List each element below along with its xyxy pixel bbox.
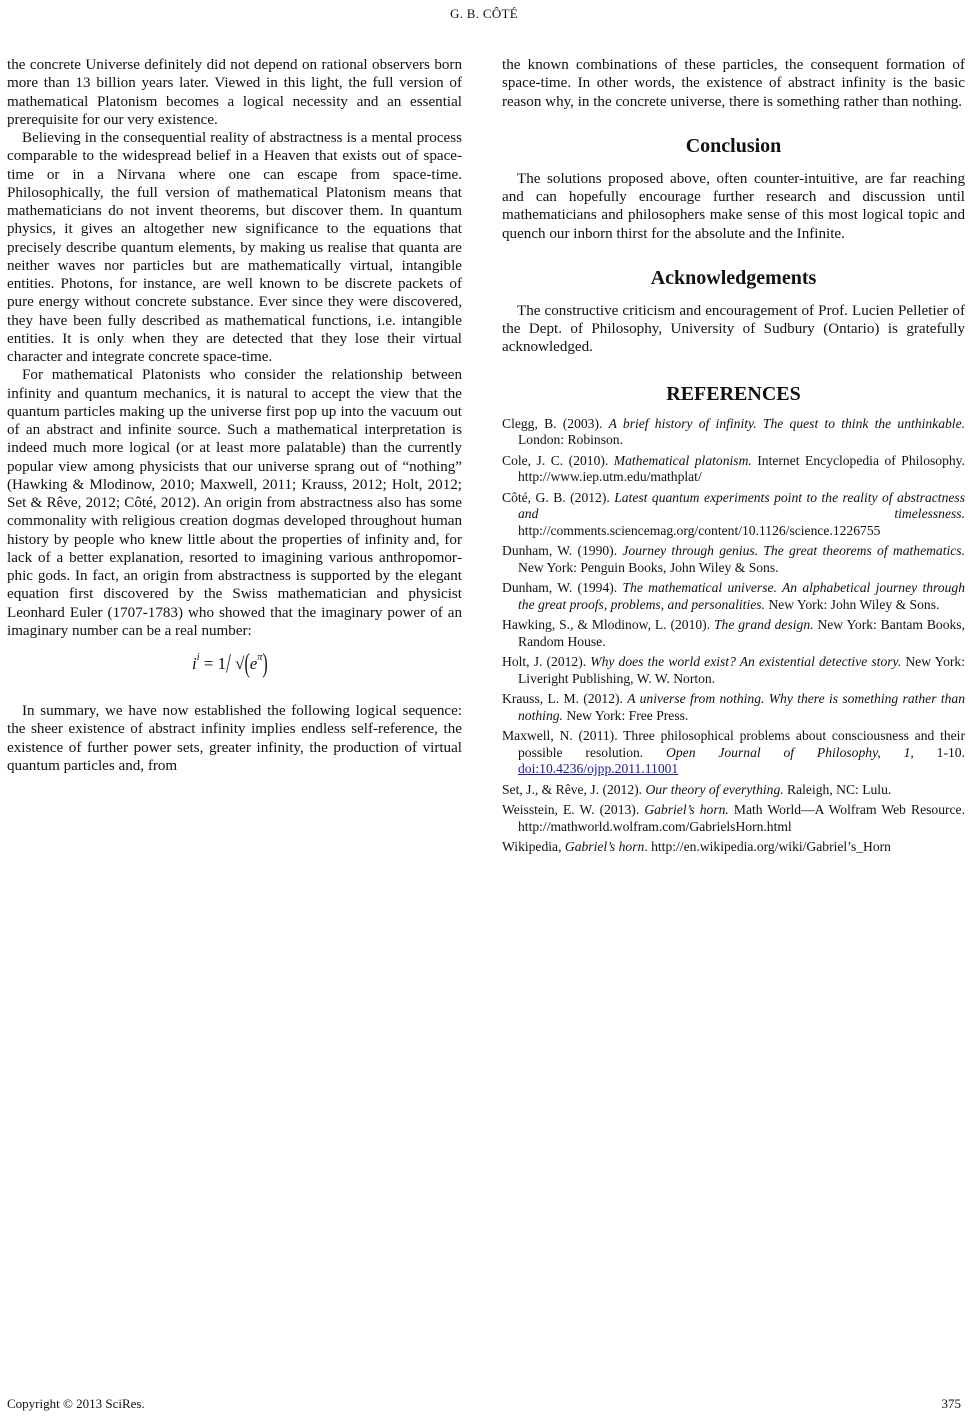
reference-authors: Dunham, W. (1994).	[502, 580, 623, 595]
reference-details: London: Robinson.	[518, 432, 623, 447]
reference-title: Why does the world exist? An existential detective story.	[590, 654, 902, 669]
reference-list	[502, 416, 965, 856]
reference-title: The mathematical universe. An alphabetical journey through the great proofs, problems, and personalities.	[518, 580, 965, 612]
eq-exponent-pi: π	[257, 652, 263, 663]
reference-authors: Cole, J. C. (2010).	[502, 452, 614, 468]
reference-authors: Côté, G. B. (2012).	[502, 489, 615, 505]
reference-authors: Set, J., & Rêve, J. (2012).	[502, 781, 646, 797]
reference-authors: Wikipedia,	[502, 839, 565, 854]
reference-title: Open Journal of Philosophy, 1,	[666, 744, 914, 760]
reference-item	[502, 416, 965, 449]
reference-title: A brief history of infinity. The quest to think the unthinkable.	[608, 415, 966, 431]
reference-item	[502, 580, 965, 613]
reference-title: Gabriel’s horn	[564, 839, 645, 854]
copyright-notice: Copyright © 2013 SciRes.	[7, 1396, 145, 1411]
eq-one: 1	[217, 654, 227, 673]
reference-details: Math World—A Wolfram Web Resource. http://mathworld.wolfram.com/GabrielsHorn.html	[518, 802, 965, 834]
paragraph: Believing in the consequential reality of abstractness is a mental process comparable to the widespread belief in a Heaven that exists out of space-time or in a Nirvana where one can escape from space-time. Philosophically, the full version of mathematical Platonism means that mathematicians do not invent theorems, but discover them. In quantum physics, it gives an altogether new significance to the equations that precisely describe quantum elements, by making us realise that quanta are neither waves nor particles but are mathematically virtual, intangible entities. Photons, for instance, are well known to be discrete packets of pure energy without concrete substance. Ever since they were discovered, they have been fully described as mathematical functions, i.e. intangible entities. It is only when they are detected that they lose their virtual character and integrate concrete space-time.	[7, 130, 462, 365]
reference-item	[502, 490, 965, 540]
reference-item	[502, 543, 965, 576]
eq-e: e	[249, 654, 258, 673]
reference-item	[502, 453, 965, 486]
eq-left-paren: (	[244, 649, 250, 679]
reference-title: The grand design.	[713, 617, 814, 632]
reference-item	[502, 839, 965, 856]
acknowledgements-heading: Acknowledgements	[650, 266, 817, 289]
reference-title: Mathematical platonism.	[613, 452, 752, 468]
reference-details: http://comments.sciencemag.org/content/10.1126/science.1226755	[518, 522, 881, 538]
left-column	[7, 56, 462, 775]
reference-item	[502, 654, 965, 687]
reference-authors: Holt, J. (2012).	[502, 654, 591, 669]
reference-details: 1-10.	[913, 744, 965, 760]
right-column	[502, 56, 965, 860]
eq-base: i	[192, 654, 197, 673]
paragraph: the known combinations of these particles, the consequent formation of space-time. In other words, the existence of abstract infinity is the basic reason why, in the concrete universe, there is something rather than nothing.	[502, 57, 965, 110]
reference-details: Internet Encyclopedia of Philosophy. http://www.iep.utm.edu/mathplat/	[518, 452, 965, 484]
eq-exponent-i: i	[196, 652, 200, 663]
paragraph: In summary, we have now established the following logical sequence: the sheer existence of abstract infinity implies endless self-reference, the existence of further power sets, greater infinity, the production of virtual quantum particles and, from	[7, 703, 462, 774]
reference-item	[502, 728, 965, 778]
conclusion-text: The solutions proposed above, often counter-intuitive, are far reaching and can hopefully encourage further research and discussion until mathematicians and philosophers make sense of this most logical topic and quench our inborn thirst for the absolute and the Infinite.	[502, 170, 965, 242]
running-head: G. B. CÔTÉ	[450, 6, 518, 21]
reference-title: Our theory of everything.	[645, 781, 784, 797]
reference-details: Raleigh, NC: Lulu.	[783, 781, 892, 797]
reference-details: New York: Free Press.	[562, 707, 689, 723]
eq-right-paren: )	[262, 649, 268, 679]
reference-authors: Krauss, L. M. (2012).	[502, 691, 628, 706]
reference-details: New York: Bantam Books, Random House.	[518, 617, 965, 649]
eq-slash: /	[226, 648, 231, 679]
reference-details: New York: Liveright Publishing, W. W. Norton.	[518, 654, 965, 686]
eq-sqrt: √	[235, 654, 245, 673]
reference-title: Journey through genius. The great theorems of mathematics.	[622, 543, 965, 558]
conclusion-heading: Conclusion	[685, 134, 782, 157]
reference-title: Gabriel’s horn.	[644, 802, 729, 817]
page-number: 375	[941, 1396, 961, 1411]
reference-item	[502, 782, 965, 799]
reference-details: . http://en.wikipedia.org/wiki/Gabriel’s_Horn	[644, 839, 891, 854]
reference-details: New York: John Wiley & Sons.	[764, 596, 940, 612]
reference-title: A universe from nothing. Why there is something rather than nothing.	[518, 691, 965, 723]
paragraph: the concrete Universe definitely did not depend on rational observers born more than 13 billion years later. Viewed in this light, the full version of mathematical Platonism becomes a logical necessity and an essential prerequisite for our very existence.	[7, 57, 462, 128]
reference-authors: Clegg, B. (2003).	[502, 415, 609, 431]
reference-authors: Weisstein, E. W. (2013).	[502, 802, 645, 817]
paragraph: For mathematical Platonists who consider the relationship between infinity and quantum mechanics, it is natural to accept the view that the quantum particles making up the universe first pop up into the vacuum out of an abstract and infinite source. Such a mathematical interpretation is indeed much more logical (or at least more palatable) than the currently popular view among physicists that our universe sprang out of “nothing” (Hawking & Mlodinow, 2010; Maxwell, 2011; Krauss, 2012; Holt, 2012; Set & Rêve, 2012; Côté, 2012). An origin from abstractness also has some commonality with religious creation dogmas developed throughout human history by people who knew little about the properties of infinity and, for lack of a better explanation, resorted to imagining various anthropomorphic gods. In fact, an origin from abstractness is supported by the elegant equation first discovered by the Swiss mathematician and physicist Leonhard Euler (1707-1783) who showed that the imaginary power of an imaginary number can be a real number:	[7, 367, 462, 639]
reference-authors: Maxwell, N. (2011). Three philosophical problems about consciousness and their possible resolution.	[502, 728, 965, 760]
euler-equation	[7, 648, 462, 692]
reference-item	[502, 617, 965, 650]
reference-authors: Hawking, S., & Mlodinow, L. (2010).	[502, 617, 714, 632]
reference-details: New York: Penguin Books, John Wiley & Sons.	[518, 559, 779, 575]
reference-item	[502, 691, 965, 724]
doi-link[interactable]: doi:10.4236/ojpp.2011.11001	[518, 761, 679, 776]
reference-authors: Dunham, W. (1990).	[502, 543, 623, 558]
references-heading: REFERENCES	[666, 382, 801, 405]
acknowledgements-text: The constructive criticism and encouragement of Prof. Lucien Pelletier of the Dept. of Philosophy, University of Sudbury (Ontario) is gratefully acknowledged.	[502, 302, 965, 356]
eq-equals: =	[203, 654, 214, 673]
reference-item	[502, 802, 965, 835]
reference-title: Latest quantum experiments point to the reality of abstractness and timelessness.	[518, 489, 965, 521]
